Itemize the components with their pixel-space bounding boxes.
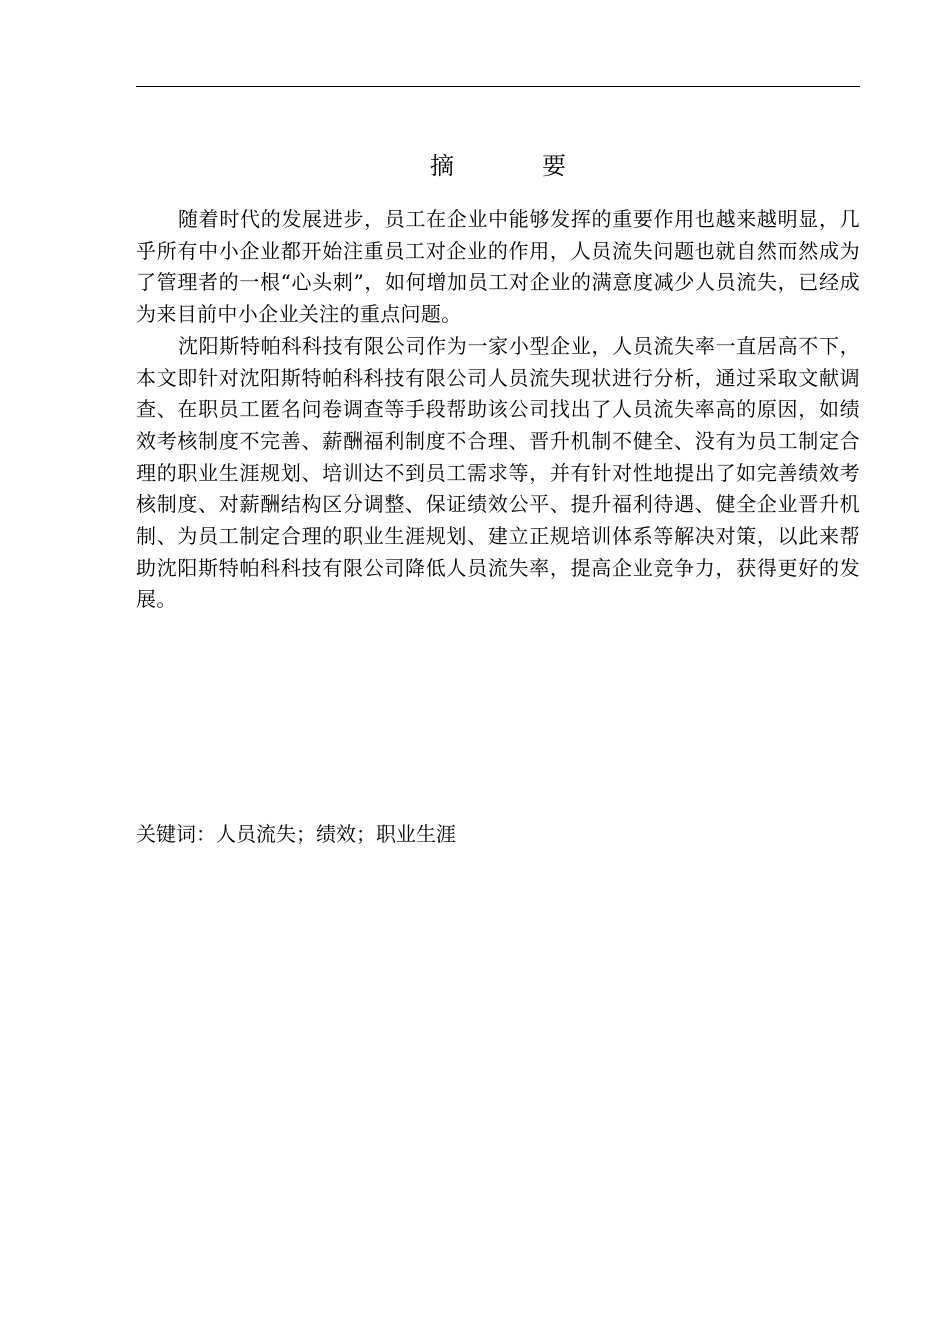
- abstract-body: [136, 204, 860, 616]
- abstract-paragraph-1: 随着时代的发展进步，员工在企业中能够发挥的重要作用也越来越明显，几乎所有中小企业都开始注重员工对企业的作用，人员流失问题也就自然而然成为了管理者的一根“心头刺”，如何增加员工对企业的满意度减少人员流失，已经成为来目前中小企业关注的重点问题。: [136, 207, 860, 327]
- header-rule: [136, 86, 860, 87]
- keywords-line: 关键词：人员流失；绩效；职业生涯: [136, 822, 456, 846]
- abstract-title: 摘 要: [430, 152, 598, 180]
- abstract-paragraph-2: 沈阳斯特帕科科技有限公司作为一家小型企业，人员流失率一直居高不下，本文即针对沈阳斯特帕科科技有限公司人员流失现状进行分析，通过采取文献调查、在职员工匿名问卷调查等手段帮助该公司找出了人员流失率高的原因，如绩效考核制度不完善、薪酬福利制度不合理、晋升机制不健全、没有为员工制定合理的职业生涯规划、培训达不到员工需求等，并有针对性地提出了如完善绩效考核制度、对薪酬结构区分调整、保证绩效公平、提升福利待遇、健全企业晋升机制、为员工制定合理的职业生涯规划、建立正规培训体系等解决对策，以此来帮助沈阳斯特帕科科技有限公司降低人员流失率，提高企业竞争力，获得更好的发展。: [136, 333, 860, 612]
